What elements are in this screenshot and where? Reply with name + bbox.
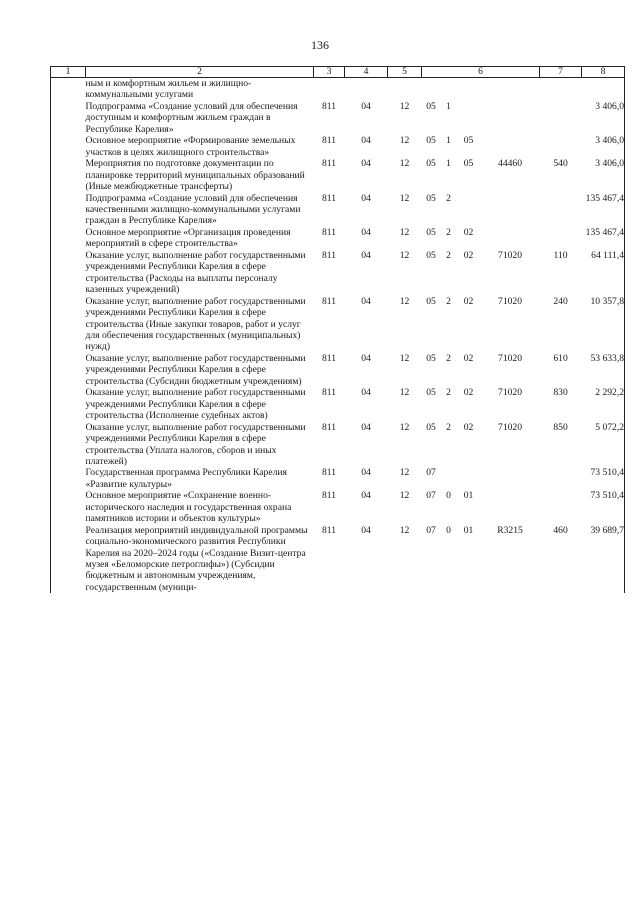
row-description: Государственная программа Республики Карелия «Развитие культуры» bbox=[85, 467, 287, 490]
expense-type-code bbox=[540, 193, 582, 227]
subsection-code bbox=[388, 78, 422, 101]
activity-code: 05 bbox=[463, 135, 474, 147]
subsection-code: 12 bbox=[399, 226, 410, 238]
column-header-1: 1 bbox=[51, 67, 86, 78]
table-row bbox=[51, 78, 625, 101]
activity-code: 02 bbox=[463, 387, 474, 399]
expense-type-code: 610 bbox=[553, 352, 568, 364]
column-header-4: 4 bbox=[345, 67, 388, 78]
program-code: 05 bbox=[426, 249, 436, 261]
subprogram-code: 2 bbox=[446, 421, 451, 433]
section-code: 04 bbox=[361, 490, 371, 502]
activity-code bbox=[457, 193, 481, 227]
direction-code: R3215 bbox=[497, 524, 523, 536]
subsection-code: 12 bbox=[399, 490, 410, 502]
activity-code bbox=[457, 101, 481, 135]
expense-type-code bbox=[540, 467, 582, 490]
subprogram-code: 1 bbox=[446, 100, 451, 112]
column-header-6: 6 bbox=[422, 67, 540, 78]
direction-code bbox=[481, 490, 540, 524]
expense-type-code: 830 bbox=[553, 387, 568, 399]
table-row bbox=[51, 353, 625, 387]
table-row bbox=[51, 101, 625, 135]
row-spacer bbox=[51, 101, 86, 135]
ministry-code: 811 bbox=[321, 467, 337, 479]
row-description: Основное мероприятие «Организация проведения мероприятий в сфере строительства» bbox=[85, 226, 291, 250]
section-code: 04 bbox=[361, 387, 371, 399]
activity-code: 01 bbox=[463, 490, 474, 502]
row-description: Основное мероприятие «Сохранение военно-исторического наследия и государственная охрана памятников истории и объектов культуры» bbox=[85, 490, 292, 525]
table-row bbox=[51, 422, 625, 468]
ministry-code: 811 bbox=[321, 352, 337, 364]
row-description: Подпрограмма «Создание условий для обеспечения качественными жилищно-коммунальными услугами граждан в Республике Карелия» bbox=[85, 192, 301, 227]
direction-code bbox=[481, 101, 540, 135]
subprogram-code: 2 bbox=[446, 387, 451, 399]
row-description: Оказание услуг, выполнение работ государственными учреждениями Республики Карелия в сфере строительства (Расходы на выплаты персоналу казенных учреждений) bbox=[85, 249, 306, 296]
section-code: 04 bbox=[361, 192, 371, 204]
subprogram-code: 2 bbox=[446, 226, 451, 238]
amount: 3 406,0 bbox=[582, 101, 625, 135]
section-code: 04 bbox=[361, 524, 371, 536]
subsection-code: 12 bbox=[399, 158, 410, 170]
program-code: 07 bbox=[426, 490, 436, 502]
direction-code: 71020 bbox=[498, 295, 523, 307]
subprogram-code: 0 bbox=[446, 490, 451, 502]
subsection-code: 12 bbox=[399, 352, 410, 364]
direction-code bbox=[481, 193, 540, 227]
row-spacer bbox=[51, 250, 86, 296]
ministry-code bbox=[314, 78, 345, 101]
row-spacer bbox=[51, 296, 86, 353]
section-code: 04 bbox=[361, 100, 371, 112]
section-code: 04 bbox=[361, 467, 371, 479]
activity-code: 02 bbox=[463, 226, 474, 238]
section-code: 04 bbox=[361, 421, 371, 433]
ministry-code: 811 bbox=[321, 249, 337, 261]
activity-code: 02 bbox=[463, 249, 474, 261]
table-row bbox=[51, 193, 625, 227]
program-code: 05 bbox=[426, 295, 436, 307]
amount: 2 292,2 bbox=[582, 387, 625, 421]
program-code: 07 bbox=[426, 524, 436, 536]
ministry-code: 811 bbox=[321, 100, 337, 112]
ministry-code: 811 bbox=[321, 295, 337, 307]
ministry-code: 811 bbox=[321, 387, 337, 399]
ministry-code: 811 bbox=[321, 490, 337, 502]
section-code: 04 bbox=[361, 226, 371, 238]
amount: 135 467,4 bbox=[582, 193, 625, 227]
subsection-code: 12 bbox=[399, 467, 410, 479]
subsection-code: 12 bbox=[399, 100, 410, 112]
direction-code bbox=[481, 467, 540, 490]
program-code bbox=[422, 78, 441, 101]
direction-code: 71020 bbox=[498, 387, 523, 399]
expense-type-code bbox=[540, 101, 582, 135]
row-spacer bbox=[51, 158, 86, 192]
expense-type-code: 240 bbox=[553, 295, 568, 307]
row-spacer bbox=[51, 490, 86, 524]
row-description: Оказание услуг, выполнение работ государственными учреждениями Республики Карелия в сфере строительства (Исполнение судебных актов) bbox=[85, 387, 306, 422]
table-row bbox=[51, 158, 625, 192]
row-spacer bbox=[51, 193, 86, 227]
subprogram-code bbox=[441, 78, 457, 101]
row-spacer bbox=[51, 135, 86, 158]
amount: 135 467,4 bbox=[582, 227, 625, 250]
row-description: ным и комфортным жильем и жилищно-коммунальными услугами bbox=[85, 78, 252, 101]
activity-code: 02 bbox=[463, 352, 474, 364]
program-code: 05 bbox=[426, 226, 436, 238]
direction-code bbox=[481, 135, 540, 158]
subsection-code: 12 bbox=[399, 421, 410, 433]
subprogram-code: 2 bbox=[446, 352, 451, 364]
direction-code: 71020 bbox=[498, 352, 523, 364]
program-code: 05 bbox=[426, 135, 436, 147]
ministry-code: 811 bbox=[321, 524, 337, 536]
section-code: 04 bbox=[361, 352, 371, 364]
amount: 3 406,0 bbox=[582, 158, 625, 192]
expense-type-code: 110 bbox=[553, 249, 568, 261]
expense-type-code bbox=[540, 490, 582, 524]
program-code: 05 bbox=[426, 100, 436, 112]
table-row bbox=[51, 250, 625, 296]
activity-code: 02 bbox=[463, 421, 474, 433]
row-spacer bbox=[51, 353, 86, 387]
page-number: 136 bbox=[311, 38, 329, 52]
amount: 64 111,4 bbox=[582, 250, 625, 296]
amount: 73 510,4 bbox=[582, 490, 625, 524]
table-row bbox=[51, 467, 625, 490]
table-row bbox=[51, 525, 625, 594]
subprogram-code: 2 bbox=[446, 295, 451, 307]
ministry-code: 811 bbox=[321, 135, 337, 147]
subsection-code: 12 bbox=[399, 387, 410, 399]
subsection-code: 12 bbox=[399, 524, 410, 536]
direction-code: 44460 bbox=[498, 158, 523, 170]
subprogram-code: 0 bbox=[446, 524, 451, 536]
expense-type-code: 540 bbox=[553, 158, 568, 170]
row-spacer bbox=[51, 422, 86, 468]
program-code: 05 bbox=[426, 421, 436, 433]
activity-code: 01 bbox=[463, 524, 474, 536]
ministry-code: 811 bbox=[321, 226, 337, 238]
row-spacer bbox=[51, 525, 86, 594]
program-code: 05 bbox=[426, 192, 436, 204]
column-header-2: 2 bbox=[86, 67, 314, 78]
table-row bbox=[51, 227, 625, 250]
program-code: 05 bbox=[426, 352, 436, 364]
program-code: 07 bbox=[426, 467, 436, 479]
direction-code: 71020 bbox=[498, 421, 523, 433]
expense-type-code bbox=[540, 135, 582, 158]
row-description: Оказание услуг, выполнение работ государственными учреждениями Республики Карелия в сфере строительства (Субсидии бюджетным учреждениям) bbox=[85, 352, 306, 387]
ministry-code: 811 bbox=[321, 421, 337, 433]
section-code: 04 bbox=[361, 135, 371, 147]
column-header-5: 5 bbox=[388, 67, 422, 78]
table-row bbox=[51, 296, 625, 353]
table-row bbox=[51, 387, 625, 421]
amount: 39 689,7 bbox=[582, 525, 625, 594]
program-code: 05 bbox=[426, 158, 436, 170]
column-header-7: 7 bbox=[540, 67, 582, 78]
row-description: Основное мероприятие «Формирование земельных участков в целях жилищного строительства» bbox=[85, 135, 296, 158]
row-description: Мероприятия по подготовке документации по планировке территорий муниципальных образований (Иные межбюджетные трансферты) bbox=[85, 158, 305, 193]
activity-code bbox=[457, 78, 481, 101]
ministry-code: 811 bbox=[321, 158, 337, 170]
section-code bbox=[345, 78, 388, 101]
subprogram-code: 2 bbox=[446, 192, 451, 204]
direction-code: 71020 bbox=[498, 249, 523, 261]
table-row bbox=[51, 135, 625, 158]
row-description: Подпрограмма «Создание условий для обеспечения доступным и комфортным жильем граждан в Республике Карелия» bbox=[85, 100, 298, 135]
section-code: 04 bbox=[361, 295, 371, 307]
row-description: Оказание услуг, выполнение работ государственными учреждениями Республики Карелия в сфере строительства (Уплата налогов, сборов и иных платежей) bbox=[85, 421, 306, 467]
column-header-8: 8 bbox=[582, 67, 625, 78]
row-spacer bbox=[51, 78, 86, 101]
subprogram-code: 2 bbox=[446, 249, 451, 261]
direction-code bbox=[481, 227, 540, 250]
direction-code bbox=[481, 78, 540, 101]
row-description: Оказание услуг, выполнение работ государственными учреждениями Республики Карелия в сфере строительства (Иные закупки товаров, работ и услуг для обеспечения государственных (муниципальных) нужд) bbox=[85, 295, 306, 353]
expense-type-code: 460 bbox=[553, 524, 568, 536]
column-header-3: 3 bbox=[314, 67, 345, 78]
subprogram-code: 1 bbox=[446, 158, 451, 170]
amount bbox=[582, 78, 625, 101]
activity-code: 05 bbox=[463, 158, 474, 170]
amount: 10 357,8 bbox=[582, 296, 625, 353]
amount: 5 072,2 bbox=[582, 422, 625, 468]
amount: 53 633,8 bbox=[582, 353, 625, 387]
table-row bbox=[51, 490, 625, 524]
activity-code bbox=[457, 467, 481, 490]
program-code: 05 bbox=[426, 387, 436, 399]
subsection-code: 12 bbox=[399, 135, 410, 147]
header-row bbox=[51, 67, 625, 78]
expense-type-code: 850 bbox=[553, 421, 568, 433]
expense-type-code bbox=[540, 78, 582, 101]
row-description: Реализация мероприятий индивидуальной программы социально-экономического развития Республики Карелия на 2020–2024 годы («Создание Визит-центра музея «Беломорские петроглифы») (Субсидии бюджетным и автономным учреждениям, государственным (муници- bbox=[85, 524, 308, 593]
amount: 3 406,0 bbox=[582, 135, 625, 158]
row-spacer bbox=[51, 387, 86, 421]
activity-code: 02 bbox=[463, 295, 474, 307]
expense-type-code bbox=[540, 227, 582, 250]
subprogram-code: 1 bbox=[446, 135, 451, 147]
ministry-code: 811 bbox=[321, 192, 337, 204]
subsection-code: 12 bbox=[399, 249, 410, 261]
section-code: 04 bbox=[361, 249, 371, 261]
amount: 73 510,4 bbox=[582, 467, 625, 490]
row-spacer bbox=[51, 227, 86, 250]
subprogram-code bbox=[441, 467, 457, 490]
subsection-code: 12 bbox=[399, 295, 410, 307]
section-code: 04 bbox=[361, 158, 371, 170]
budget-table bbox=[50, 66, 625, 593]
row-spacer bbox=[51, 467, 86, 490]
subsection-code: 12 bbox=[399, 192, 410, 204]
